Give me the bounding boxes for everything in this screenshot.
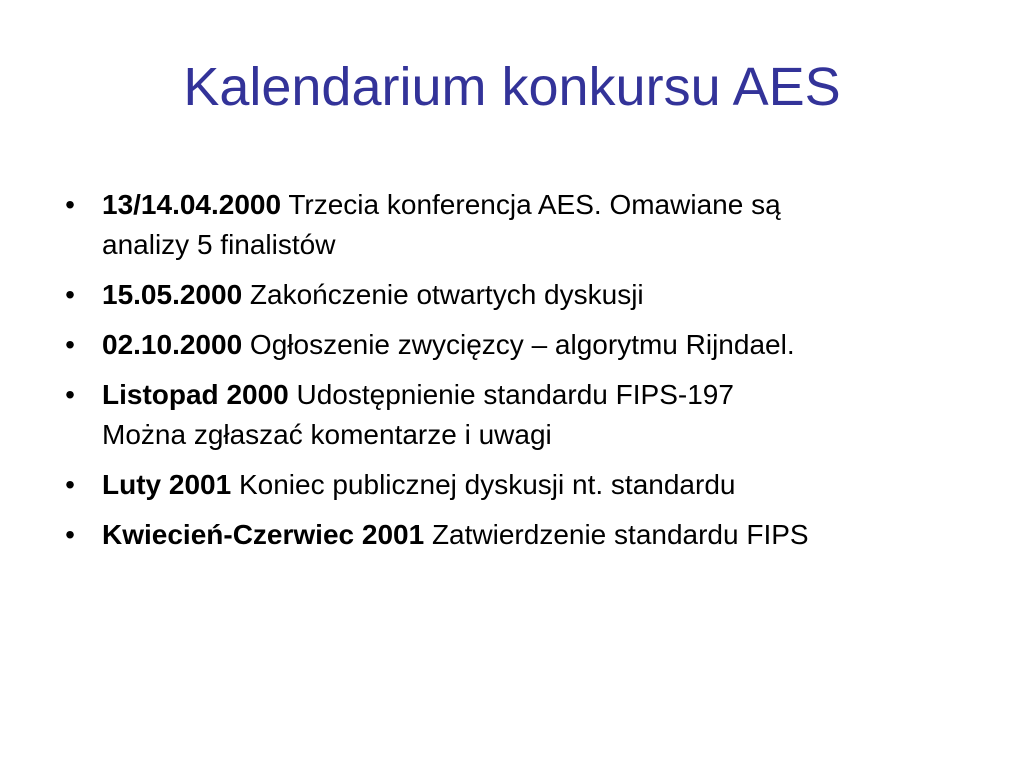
bullet-date: Listopad 2000 xyxy=(102,379,289,410)
slide-title: Kalendarium konkursu AES xyxy=(183,57,841,117)
bullet-icon: • xyxy=(65,279,75,310)
bullet-date: Luty 2001 xyxy=(102,469,232,500)
bullet-text: Ogłoszenie zwycięzcy – algorytmu Rijndael. xyxy=(249,329,795,360)
list-item xyxy=(60,465,980,505)
list-item xyxy=(60,515,980,555)
list-item xyxy=(60,275,980,315)
bullet-text-continuation: Można zgłaszać komentarze i uwagi xyxy=(102,419,552,450)
bullet-icon: • xyxy=(65,469,75,500)
bullet-icon: • xyxy=(65,519,75,550)
bullet-line xyxy=(102,185,980,225)
bullet-text: Trzecia konferencja AES. Omawiane są xyxy=(288,189,781,220)
bullet-icon: • xyxy=(65,329,75,360)
bullet-date: 15.05.2000 xyxy=(102,279,243,310)
bullet-line xyxy=(102,325,980,365)
list-item xyxy=(60,375,980,455)
bullet-icon: • xyxy=(65,189,75,220)
bullet-date: 13/14.04.2000 xyxy=(102,189,282,220)
bullet-line xyxy=(102,375,980,415)
bullet-text-continuation: analizy 5 finalistów xyxy=(102,229,336,260)
bullet-icon: • xyxy=(65,379,75,410)
bullet-list xyxy=(60,185,980,565)
bullet-date: Kwiecień-Czerwiec 2001 xyxy=(102,519,425,550)
bullet-line xyxy=(102,465,980,505)
bullet-text: Zatwierdzenie standardu FIPS xyxy=(431,519,809,550)
list-item xyxy=(60,325,980,365)
bullet-date: 02.10.2000 xyxy=(102,329,243,360)
bullet-text: Udostępnienie standardu FIPS-197 xyxy=(296,379,734,410)
bullet-line xyxy=(102,515,980,555)
bullet-line xyxy=(102,275,980,315)
bullet-text: Koniec publicznej dyskusji nt. standardu xyxy=(238,469,736,500)
bullet-text: Zakończenie otwartych dyskusji xyxy=(249,279,644,310)
list-item xyxy=(60,185,980,265)
